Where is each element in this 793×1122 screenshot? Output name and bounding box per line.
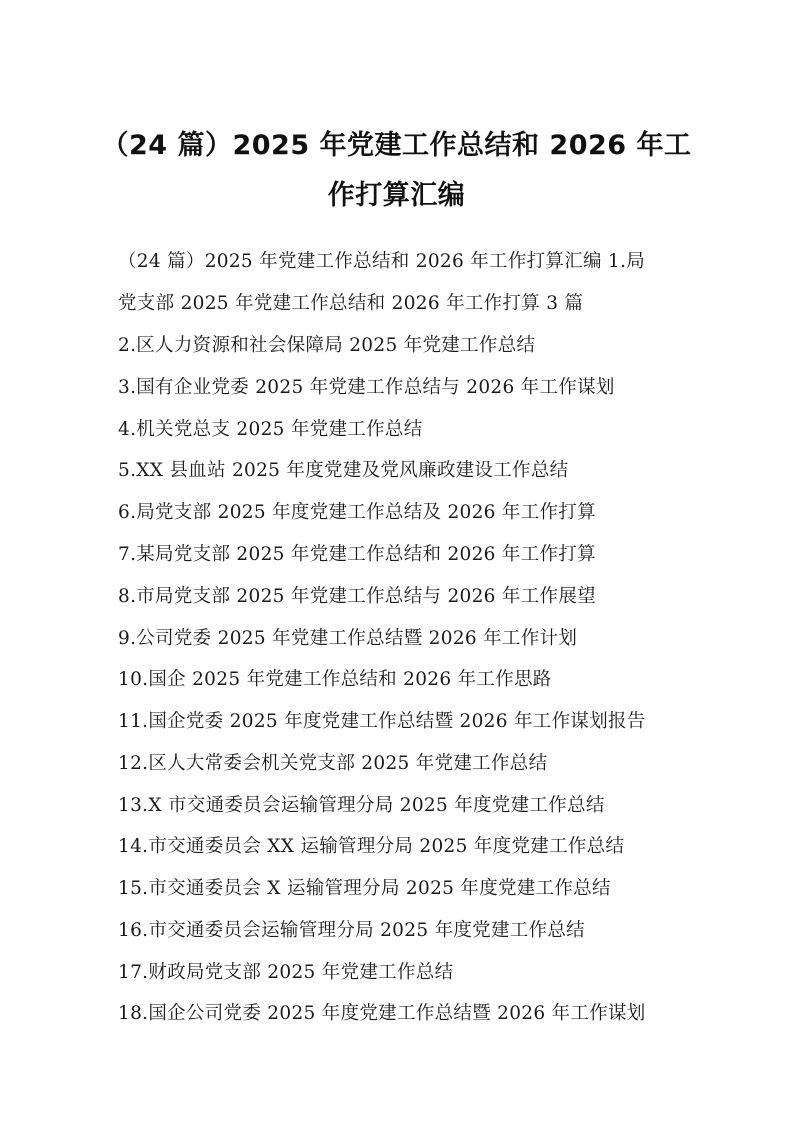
toc-item: 15.市交通委员会 X 运输管理分局 2025 年度党建工作总结 [118, 878, 611, 899]
toc-item: 18.国企公司党委 2025 年度党建工作总结暨 2026 年工作谋划 [118, 1003, 646, 1024]
intro-line-2: 党支部 2025 年党建工作总结和 2026 年工作打算 3 篇 [118, 293, 584, 314]
toc-item: 8.市局党支部 2025 年党建工作总结与 2026 年工作展望 [118, 586, 596, 607]
toc-item: 11.国企党委 2025 年度党建工作总结暨 2026 年工作谋划报告 [118, 711, 646, 732]
toc-item: 10.国企 2025 年党建工作总结和 2026 年工作思路 [118, 669, 552, 690]
document-title-line-2: 作打算汇编 [327, 180, 466, 211]
toc-item: 13.X 市交通委员会运输管理分局 2025 年度党建工作总结 [118, 795, 605, 816]
toc-item: 12.区人大常委会机关党支部 2025 年党建工作总结 [118, 753, 548, 774]
toc-item: 9.公司党委 2025 年党建工作总结暨 2026 年工作计划 [118, 628, 578, 649]
toc-item: 6.局党支部 2025 年度党建工作总结及 2026 年工作打算 [118, 502, 596, 523]
toc-item: 7.某局党支部 2025 年党建工作总结和 2026 年工作打算 [118, 544, 596, 565]
toc-item: 3.国有企业党委 2025 年党建工作总结与 2026 年工作谋划 [118, 377, 615, 398]
toc-item: 5.XX 县血站 2025 年度党建及党风廉政建设工作总结 [118, 460, 569, 481]
toc-item: 16.市交通委员会运输管理分局 2025 年度党建工作总结 [118, 920, 585, 941]
toc-item: 17.财政局党支部 2025 年党建工作总结 [118, 962, 454, 983]
toc-item: 2.区人力资源和社会保障局 2025 年党建工作总结 [118, 335, 536, 356]
toc-item: 4.机关党总支 2025 年党建工作总结 [118, 419, 423, 440]
toc-item: 14.市交通委员会 XX 运输管理分局 2025 年度党建工作总结 [118, 836, 625, 857]
document-title-line-1: （24 篇）2025 年党建工作总结和 2026 年工 [101, 130, 692, 161]
intro-line-1: （24 篇）2025 年党建工作总结和 2026 年工作打算汇编 1.局 [118, 251, 646, 272]
